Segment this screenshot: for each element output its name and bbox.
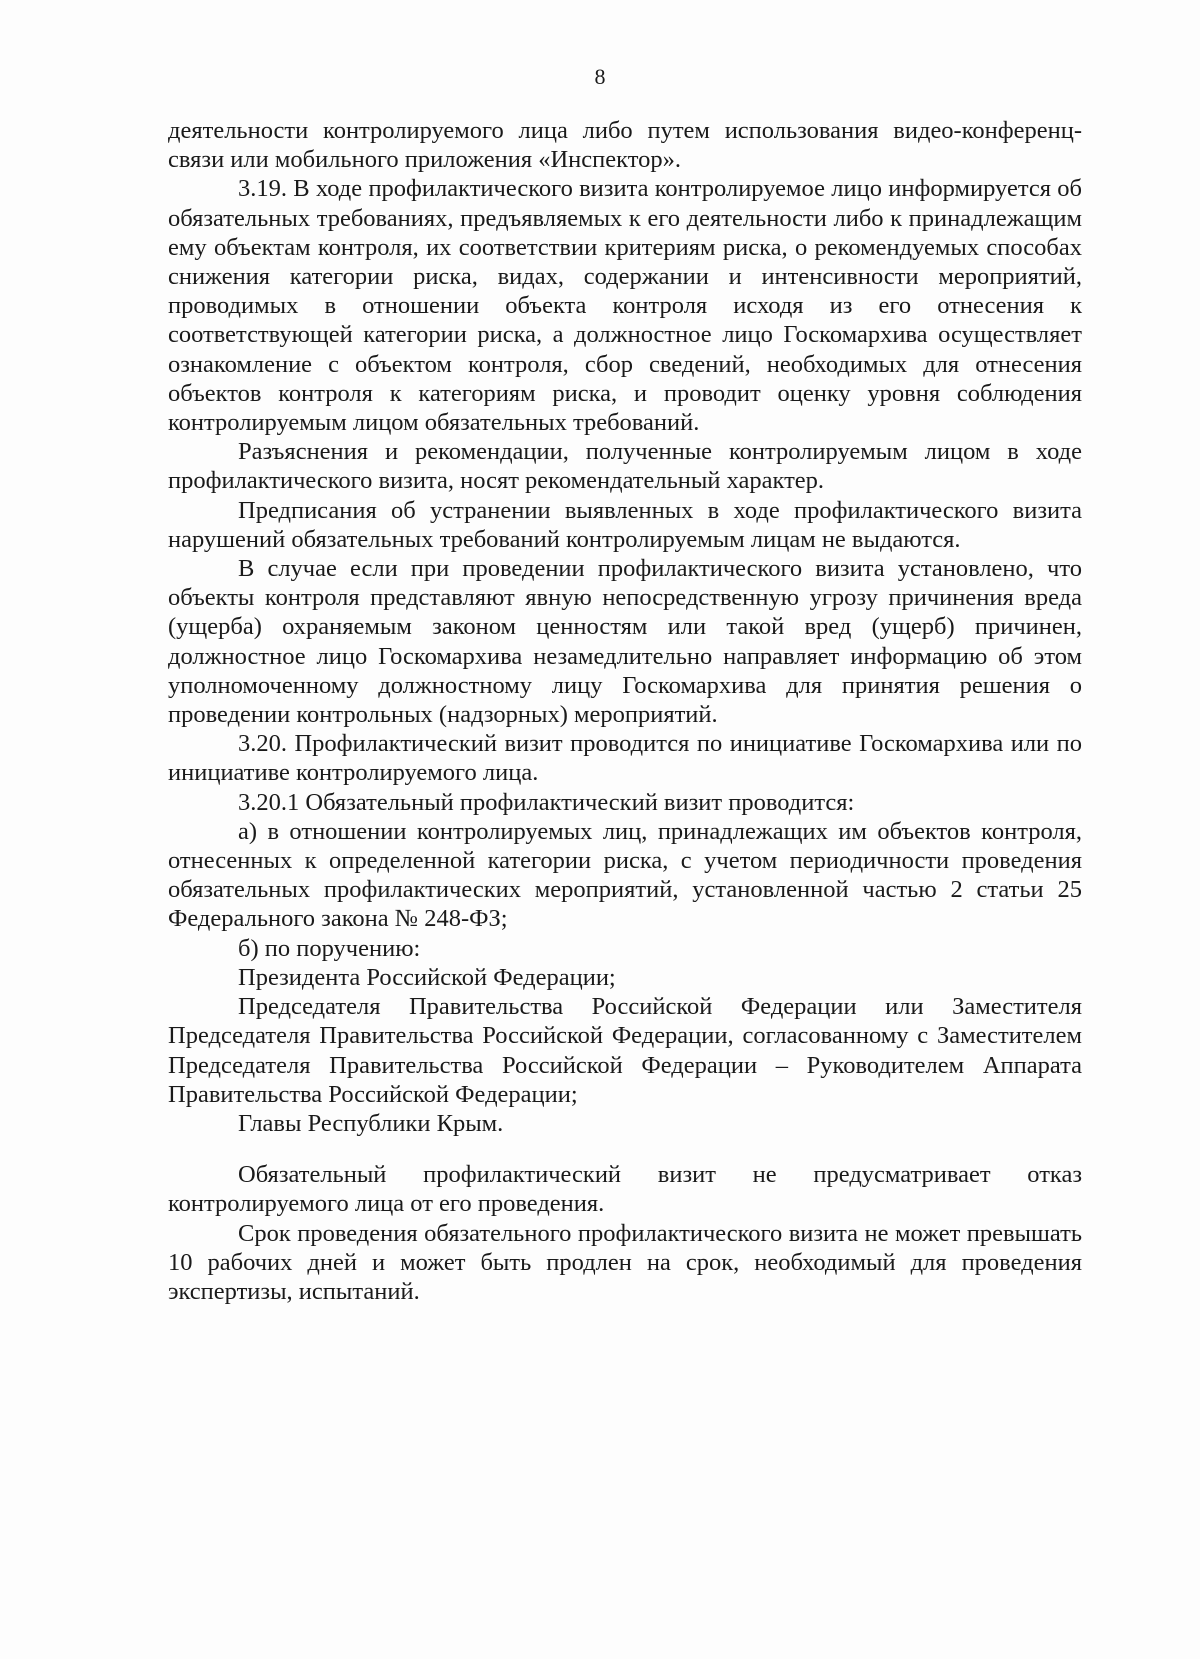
paragraph: Разъяснения и рекомендации, полученные контролируемым лицом в ходе профилактического визита, носят рекомендательный характер.: [168, 438, 1082, 495]
paragraph: деятельности контролируемого лица либо путем использования видео-конференц-связи или мобильного приложения «Инспектор».: [168, 117, 1082, 174]
paragraph: 3.19. В ходе профилактического визита контролируемое лицо информируется об обязательных требованиях, предъявляемых к его деятельности либо к принадлежащим ему объектам контроля, их соответствии критериям риска, о рекомендуемых способах снижения категории риска, видах, содержании и интенсивности мероприятий, проводимых в отношении объекта контроля исходя из его отнесения к соответствующей категории риска, а должностное лицо Госкомархива осуществляет ознакомление с объектом контроля, сбор сведений, необходимых для отнесения объектов контроля к категориям риска, и проводит оценку уровня соблюдения контролируемым лицом обязательных требований.: [168, 175, 1082, 437]
paragraph: В случае если при проведении профилактического визита установлено, что объекты контроля представляют явную непосредственную угрозу причинения вреда (ущерба) охраняемым законом ценностям или такой вред (ущерб) причинен, должностное лицо Госкомархива незамедлительно направляет информацию об этом уполномоченному должностному лицу Госкомархива для принятия решения о проведении контрольных (надзорных) мероприятий.: [168, 555, 1082, 729]
paragraph: Срок проведения обязательного профилактического визита не может превышать 10 рабочих дней и может быть продлен на срок, необходимый для проведения экспертизы, испытаний.: [168, 1219, 1082, 1305]
paragraph: Президента Российской Федерации;: [238, 963, 616, 991]
paragraph: Предписания об устранении выявленных в ходе профилактического визита нарушений обязательных требований контролируемым лицам не выдаются.: [168, 496, 1082, 553]
page-number: 8: [594, 64, 606, 89]
paragraph: б) по поручению:: [238, 934, 421, 962]
paragraph: 3.20. Профилактический визит проводится по инициативе Госкомархива или по инициативе контролируемого лица.: [168, 730, 1082, 787]
paragraph: Председателя Правительства Российской Федерации или Заместителя Председателя Правительства Российской Федерации, согласованному с Заместителем Председателя Правительства Российской Федерации – Руководителем Аппарата Правительства Российской Федерации;: [168, 993, 1082, 1108]
paragraph: Обязательный профилактический визит не предусматривает отказ контролируемого лица от его проведения.: [168, 1161, 1082, 1218]
paragraph: а) в отношении контролируемых лиц, принадлежащих им объектов контроля, отнесенных к определенной категории риска, с учетом периодичности проведения обязательных профилактических мероприятий, установленной частью 2 статьи 25 Федерального закона № 248-ФЗ;: [168, 817, 1082, 933]
document-body: [168, 116, 1082, 1306]
paragraph: 3.20.1 Обязательный профилактический визит проводится:: [238, 788, 855, 816]
paragraph: Главы Республики Крым.: [238, 1109, 504, 1137]
